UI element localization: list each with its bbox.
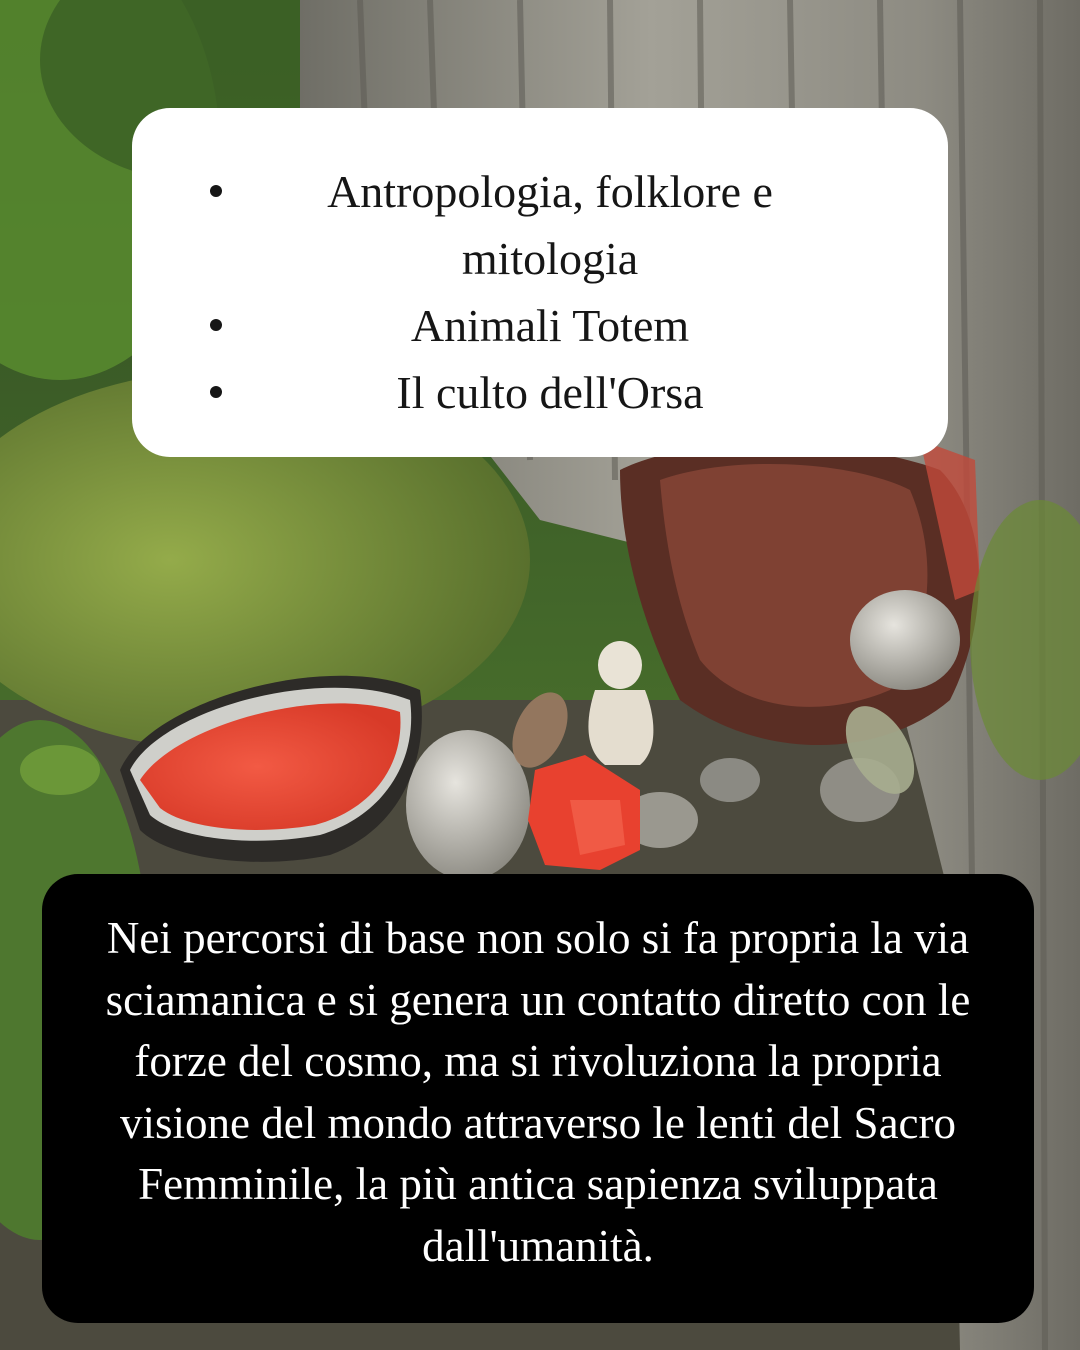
topic-label: Il culto dell'Orsa <box>396 367 704 418</box>
description-card <box>42 874 1034 1323</box>
bullet-icon <box>210 185 222 197</box>
topic-label: Antropologia, folklore e mitologia <box>327 166 773 284</box>
bullet-icon <box>210 386 222 398</box>
topic-label: Animali Totem <box>410 300 690 351</box>
bullet-icon <box>210 319 222 331</box>
topics-list <box>132 158 948 426</box>
description-text: Nei percorsi di base non solo si fa propria la via sciamanica e si genera un contatto diretto con le forze del cosmo, ma si rivoluziona la propria visione del mondo attraverso le lenti del Sacro Femminile, la più antica sapienza sviluppata dall'umanità. <box>105 913 971 1271</box>
topics-card <box>132 108 948 457</box>
topic-item <box>132 292 948 359</box>
topic-item <box>132 158 948 292</box>
topic-item <box>132 359 948 426</box>
